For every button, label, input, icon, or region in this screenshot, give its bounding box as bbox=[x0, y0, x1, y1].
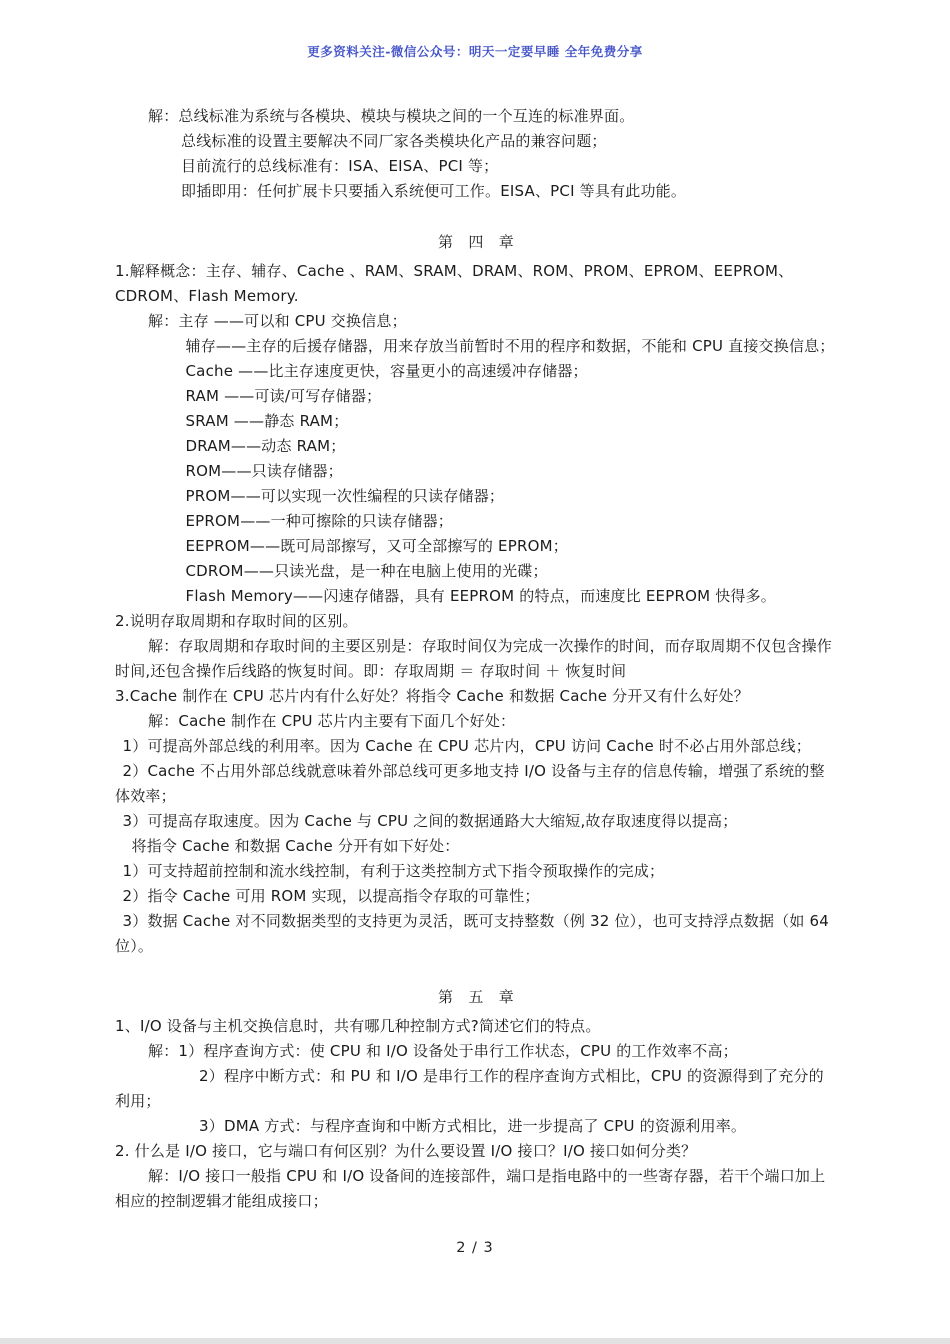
paragraph: 1、I/O 设备与主机交换信息时，共有哪几种控制方式?简述它们的特点。 bbox=[115, 1017, 601, 1035]
paragraph: 2）程序中断方式：和 PU 和 I/O 是串行工作的程序查询方式相比，CPU 的资源得到了充分的利用； bbox=[115, 1067, 824, 1110]
paragraph: PROM——可以实现一次性编程的只读存储器； bbox=[185, 487, 505, 505]
paragraph: 解：I/O 接口一般指 CPU 和 I/O 设备间的连接部件，端口是指电路中的一些寄存器，若干个端口加上相应的控制逻辑才能组成接口； bbox=[115, 1167, 826, 1210]
chapter-heading: 第 四 章 bbox=[437, 233, 514, 251]
paragraph: ROM——只读存储器； bbox=[185, 462, 343, 480]
paragraph: 2.说明存取周期和存取时间的区别。 bbox=[115, 612, 358, 630]
paragraph: 即插即用：任何扩展卡只要插入系统便可工作。EISA、PCI 等具有此功能。 bbox=[181, 182, 687, 200]
paragraph: Cache ——比主存速度更快，容量更小的高速缓冲存储器； bbox=[185, 362, 588, 380]
paragraph: Flash Memory——闪速存储器，具有 EEPROM 的特点，而速度比 EEPROM 快得多。 bbox=[185, 587, 776, 605]
paragraph: RAM ——可读/可写存储器； bbox=[185, 387, 382, 405]
paragraph: 辅存——主存的后援存储器，用来存放当前暂时不用的程序和数据，不能和 CPU 直接交换信息； bbox=[185, 337, 835, 355]
watermark-text: 更多资料关注-微信公众号：明天一定要早睡 全年免费分享 bbox=[307, 44, 643, 59]
paragraph: 总线标准的设置主要解决不同厂家各类模块化产品的兼容问题； bbox=[181, 132, 607, 150]
paragraph: 3）数据 Cache 对不同数据类型的支持更为灵活，既可支持整数（例 32 位），也可支持浮点数据（如 64 位）。 bbox=[115, 912, 830, 955]
page-edge-shadow bbox=[0, 1338, 950, 1344]
paragraph: 2. 什么是 I/O 接口，它与端口有何区别？为什么要设置 I/O 接口？I/O 接口如何分类？ bbox=[115, 1142, 697, 1160]
paragraph: DRAM——动态 RAM； bbox=[185, 437, 346, 455]
document-body bbox=[115, 104, 837, 1214]
paragraph: EEPROM——既可局部擦写，又可全部擦写的 EPROM； bbox=[185, 537, 568, 555]
paragraph: SRAM ——静态 RAM； bbox=[185, 412, 349, 430]
paragraph: 1）可支持超前控制和流水线控制，有利于这类控制方式下指令预取操作的完成； bbox=[122, 862, 665, 880]
paragraph: 3）可提高存取速度。因为 Cache 与 CPU 之间的数据通路大大缩短,故存取速度得以提高； bbox=[122, 812, 738, 830]
paragraph: 解：存取周期和存取时间的主要区别是：存取时间仅为完成一次操作的时间，而存取周期不仅包含操作时间,还包含操作后线路的恢复时间。即：存取周期 ＝ 存取时间 ＋ 恢复时间 bbox=[115, 637, 833, 680]
paragraph: 3）DMA 方式：与程序查询和中断方式相比，进一步提高了 CPU 的资源利用率。 bbox=[199, 1117, 747, 1135]
paragraph: 1）可提高外部总线的利用率。因为 Cache 在 CPU 芯片内，CPU 访问 Cache 时不必占用外部总线； bbox=[122, 737, 811, 755]
paragraph: 解：Cache 制作在 CPU 芯片内主要有下面几个好处： bbox=[148, 712, 516, 730]
paragraph: CDROM——只读光盘，是一种在电脑上使用的光碟； bbox=[185, 562, 548, 580]
paragraph: 解：1）程序查询方式：使 CPU 和 I/O 设备处于串行工作状态，CPU 的工作效率不高； bbox=[148, 1042, 738, 1060]
page-number: 2 / 3 bbox=[456, 1240, 494, 1256]
paragraph: 3.Cache 制作在 CPU 芯片内有什么好处？将指令 Cache 和数据 Cache 分开又有什么好处？ bbox=[115, 687, 749, 705]
paragraph: 2）Cache 不占用外部总线就意味着外部总线可更多地支持 I/O 设备与主存的信息传输，增强了系统的整体效率； bbox=[115, 762, 825, 805]
chapter-heading: 第 五 章 bbox=[437, 988, 514, 1006]
paragraph: 解：总线标准为系统与各模块、模块与模块之间的一个互连的标准界面。 bbox=[148, 107, 635, 125]
paragraph: 将指令 Cache 和数据 Cache 分开有如下好处： bbox=[131, 837, 460, 855]
paragraph: 1.解释概念：主存、辅存、Cache 、RAM、SRAM、DRAM、ROM、PROM、EPROM、EEPROM、CDROM、Flash Memory. bbox=[115, 262, 794, 305]
paragraph: 2）指令 Cache 可用 ROM 实现，以提高指令存取的可靠性； bbox=[122, 887, 540, 905]
paragraph: 解：主存 ——可以和 CPU 交换信息； bbox=[148, 312, 407, 330]
paragraph: EPROM——一种可擦除的只读存储器； bbox=[185, 512, 453, 530]
paragraph: 目前流行的总线标准有：ISA、EISA、PCI 等； bbox=[181, 157, 499, 175]
